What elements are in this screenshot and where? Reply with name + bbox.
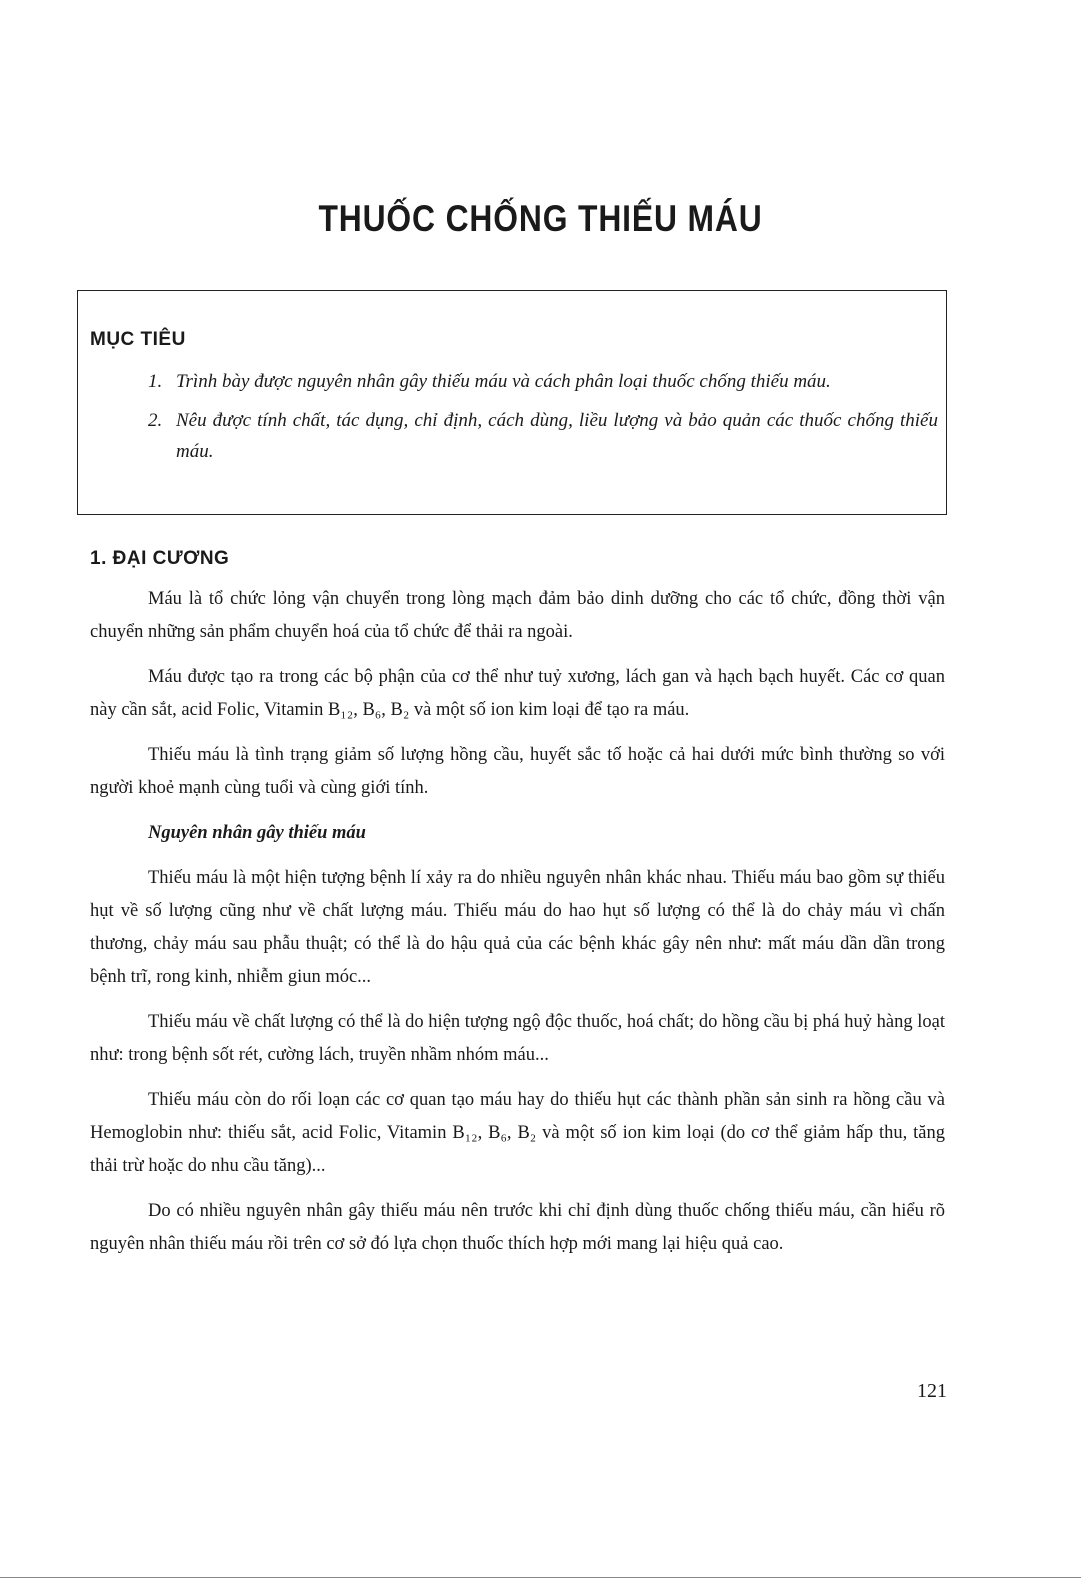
objectives-heading: MỤC TIÊU [90,329,186,350]
page-bottom-edge [0,1577,1081,1578]
objective-item [148,405,938,467]
objective-text: Trình bày được nguyên nhân gây thiếu máu và cách phân loại thuốc chống thiếu máu. [176,371,831,392]
section-body [90,583,945,1273]
section-heading: 1. ĐẠI CƯƠNG [90,548,230,569]
page-number: 121 [917,1380,947,1402]
paragraph: Thiếu máu còn do rối loạn các cơ quan tạo máu hay do thiếu hụt các thành phần sản sinh ra hồng cầu và Hemoglobin như: thiếu sắt, acid Folic, Vitamin B₁₂, B₆, B₂ và một số ion kim loại (do cơ thể giảm hấp thu, tăng thải trừ hoặc do nhu cầu tăng)... [90,1090,945,1176]
objective-text: Nêu được tính chất, tác dụng, chỉ định, cách dùng, liều lượng và bảo quản các thuốc chống thiếu máu. [176,410,938,462]
paragraph: Thiếu máu về chất lượng có thể là do hiện tượng ngộ độc thuốc, hoá chất; do hồng cầu bị phá huỷ hàng loạt như: trong bệnh sốt rét, cường lách, truyền nhầm nhóm máu... [90,1012,945,1065]
paragraph: Máu là tổ chức lỏng vận chuyển trong lòng mạch đảm bảo dinh dưỡng cho các tổ chức, đồng thời vận chuyển những sản phẩm chuyển hoá của tổ chức để thải ra ngoài. [90,589,945,642]
objectives-box [77,290,947,515]
objective-number: 2. [148,410,163,431]
paragraph: Thiếu máu là tình trạng giảm số lượng hồng cầu, huyết sắc tố hoặc cả hai dưới mức bình thường so với người khoẻ mạnh cùng tuổi và cùng giới tính. [90,745,945,798]
subheading: Nguyên nhân gây thiếu máu [148,823,366,843]
objectives-list [148,366,938,475]
paragraph: Do có nhiều nguyên nhân gây thiếu máu nên trước khi chỉ định dùng thuốc chống thiếu máu, cần hiểu rõ nguyên nhân thiếu máu rồi trên cơ sở đó lựa chọn thuốc thích hợp mới mang lại hiệu quả cao. [90,1201,945,1254]
paragraph: Thiếu máu là một hiện tượng bệnh lí xảy ra do nhiều nguyên nhân khác nhau. Thiếu máu bao gồm sự thiếu hụt về số lượng cũng như về chất lượng máu. Thiếu máu do hao hụt số lượng có thể là do chảy máu vì chấn thương, chảy máu sau phẫu thuật; có thể là do hậu quả của các bệnh khác gây nên như: mất máu dần dần trong bệnh trĩ, rong kinh, nhiễm giun móc... [90,868,945,987]
objective-item [148,366,938,397]
paragraph: Máu được tạo ra trong các bộ phận của cơ thể như tuỷ xương, lách gan và hạch bạch huyết. Các cơ quan này cần sắt, acid Folic, Vitamin B₁₂, B₆, B₂ và một số ion kim loại để tạo ra máu. [90,667,945,720]
objective-number: 1. [148,371,163,392]
chapter-title: THUỐC CHỐNG THIẾU MÁU [318,198,763,239]
